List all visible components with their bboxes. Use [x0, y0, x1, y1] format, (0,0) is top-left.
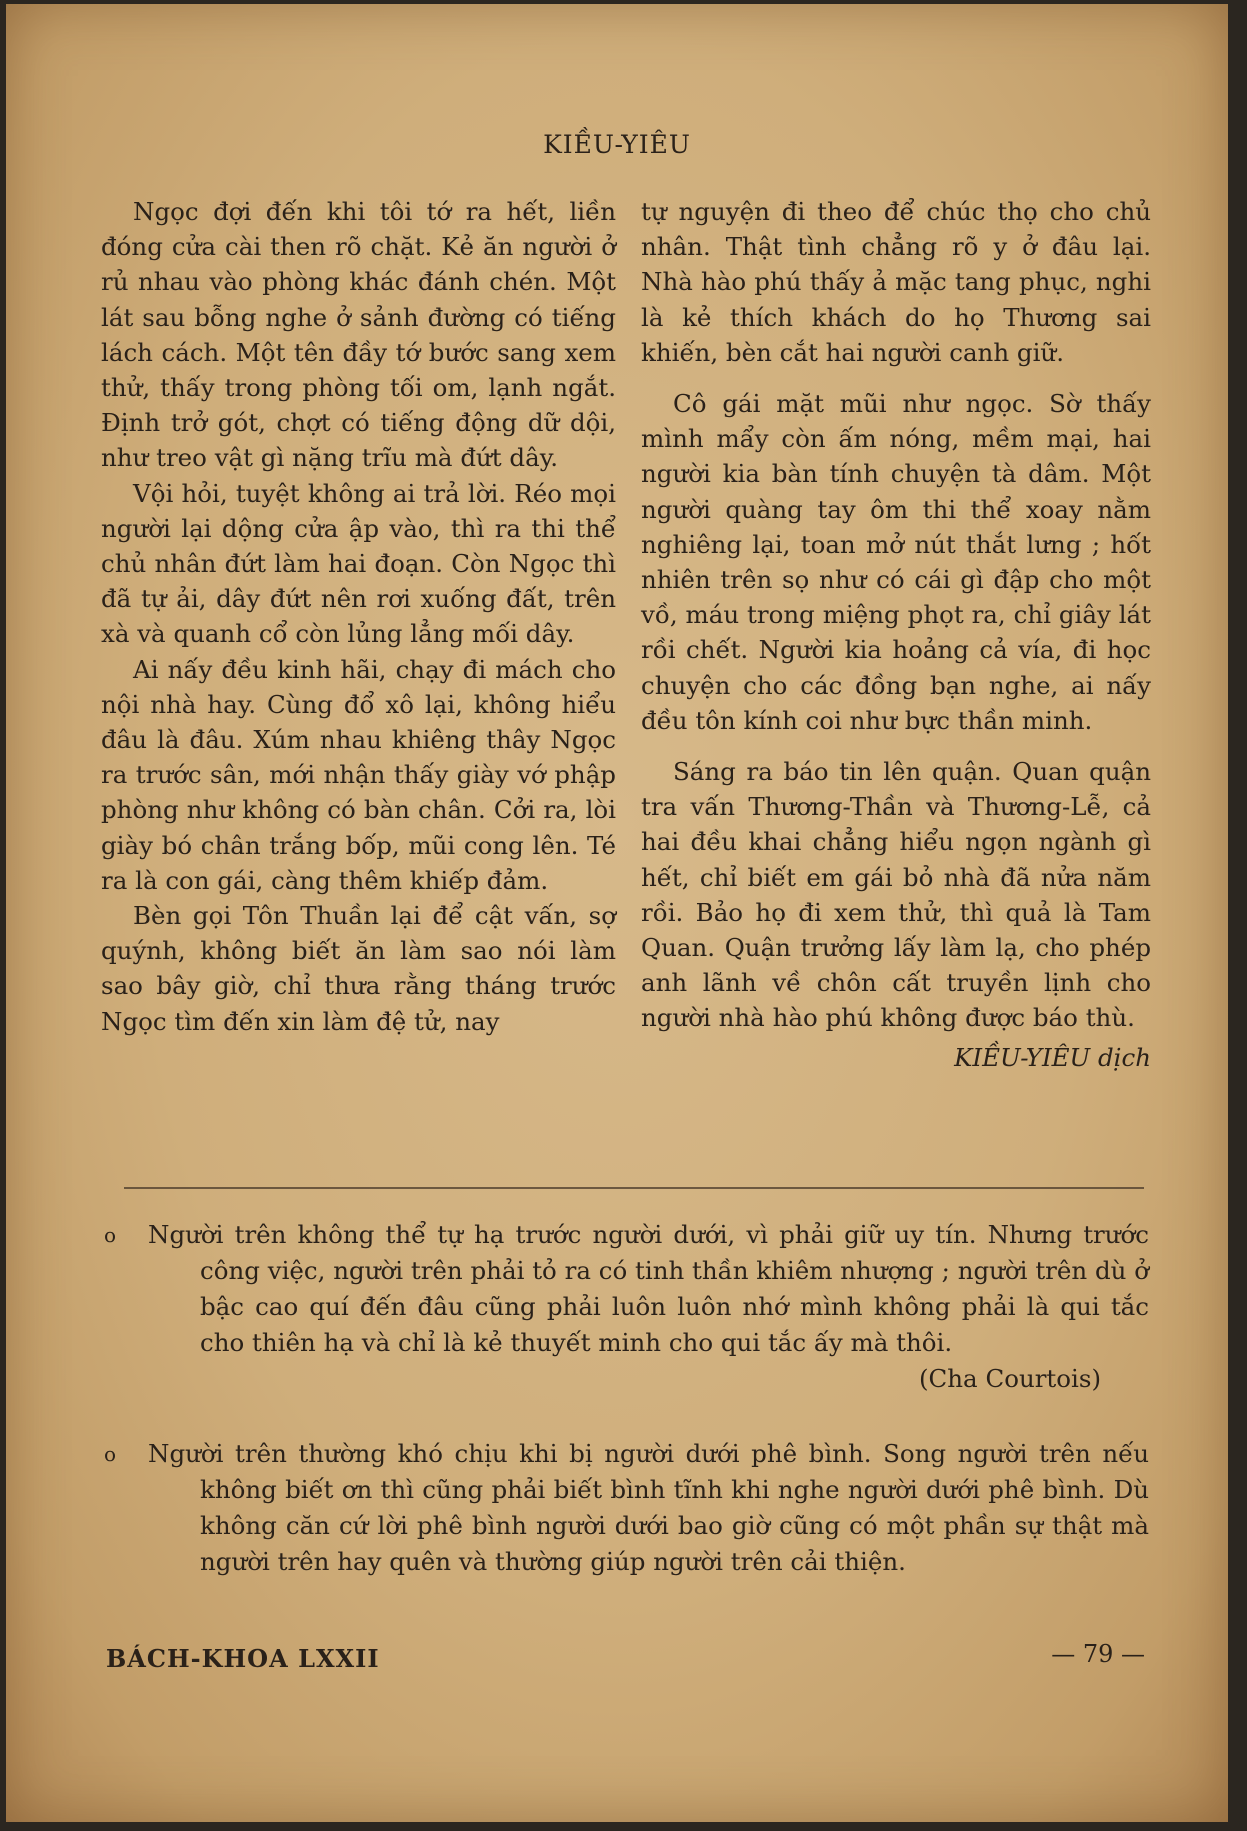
- page-number: — 79 —: [1051, 1640, 1145, 1668]
- bullet-marker: o: [104, 1442, 117, 1466]
- quote-text: Người trên không thể tự hạ trước người dưới, vì phải giữ uy tín. Nhưng trước công việc, người trên phải tỏ ra có tinh thần khiêm nhượng ; người trên dù ở bậc cao quí đến đâu cũng phải luôn luôn nhớ mình không phải là qui tắc cho thiên hạ và chỉ là kẻ thuyết minh cho qui tắc ấy mà thôi.: [148, 1220, 1149, 1357]
- quote-block: [104, 1436, 1149, 1580]
- paragraph: Sáng ra báo tin lên quận. Quan quận tra vấn Thương-Thần và Thương-Lễ, cả hai đều khai chẳng hiểu ngọn ngành gì hết, chỉ biết em gái bỏ nhà đã nửa năm rồi. Bảo họ đi xem thử, thì quả là Tam Quan. Quận trưởng lấy làm lạ, cho phép anh lãnh về chôn cất truyền lịnh cho người nhà hào phú không được báo thù.: [641, 757, 1151, 1033]
- paragraph: Bèn gọi Tôn Thuần lại để cật vấn, sợ quýnh, không biết ăn làm sao nói làm sao bây giờ, chỉ thưa rằng tháng trước Ngọc tìm đến xin làm đệ tử, nay: [101, 901, 616, 1036]
- quote-text: Người trên thường khó chịu khi bị người dưới phê bình. Song người trên nếu không biết ơn thì cũng phải biết bình tĩnh khi nghe người dưới phê bình. Dù không căn cứ lời phê bình người dưới bao giờ cũng có một phần sự thật mà người trên hay quên và thường giúp người trên cải thiện.: [148, 1439, 1149, 1576]
- right-column: [641, 194, 1151, 1075]
- running-header: KIỀU-YIÊU: [543, 130, 691, 159]
- quote-block: [104, 1217, 1149, 1397]
- quote-attribution: (Cha Courtois): [918, 1364, 1101, 1393]
- paragraph: Cô gái mặt mũi như ngọc. Sờ thấy mình mẩy còn ấm nóng, mềm mại, hai người kia bàn tính chuyện tà dâm. Một người quàng tay ôm thi thể xoay nằm nghiêng lại, toan mở nút thắt lưng ; hốt nhiên trên sọ như có cái gì đập cho một vồ, máu trong miệng phọt ra, chỉ giây lát rồi chết. Người kia hoảng cả vía, đi học chuyện cho các đồng bạn nghe, ai nấy đều tôn kính coi như bực thần minh.: [641, 389, 1151, 735]
- section-divider: [124, 1187, 1144, 1189]
- bullet-marker: o: [104, 1223, 117, 1247]
- page: [6, 4, 1228, 1822]
- paragraph: Ngọc đợi đến khi tôi tớ ra hết, liền đóng cửa cài then rõ chặt. Kẻ ăn người ở rủ nhau vào phòng khác đánh chén. Một lát sau bỗng nghe ở sảnh đường có tiếng lách cách. Một tên đầy tớ bước sang xem thử, thấy trong phòng tối om, lạnh ngắt. Định trở gót, chợt có tiếng động dữ dội, như treo vật gì nặng trĩu mà đứt dây.: [101, 197, 616, 473]
- left-column: [101, 194, 616, 1039]
- paragraph: tự nguyện đi theo để chúc thọ cho chủ nhân. Thật tình chẳng rõ y ở đâu lại. Nhà hào phú thấy ả mặc tang phục, nghi là kẻ thích khách do họ Thương sai khiến, bèn cắt hai người canh giữ.: [641, 197, 1151, 367]
- paragraph: Ai nấy đều kinh hãi, chạy đi mách cho nội nhà hay. Cùng đổ xô lại, không hiểu đâu là đâu. Xúm nhau khiêng thây Ngọc ra trước sân, mới nhận thấy giày vớ phập phòng như không có bàn chân. Cởi ra, lòi giày bó chân trắng bốp, mũi cong lên. Té ra là con gái, càng thêm khiếp đảm.: [101, 654, 616, 895]
- translator-signature: KIỀU-YIÊU dịch: [954, 1042, 1151, 1072]
- publication-footer: BÁCH-KHOA LXXII: [106, 1644, 380, 1673]
- paragraph: Vội hỏi, tuyệt không ai trả lời. Réo mọi người lại dộng cửa ập vào, thì ra thi thể chủ nhân đứt làm hai đoạn. Còn Ngọc thì đã tự ải, dây đứt nên rơi xuống đất, trên xà và quanh cổ còn lủng lẳng mối dây.: [101, 478, 616, 649]
